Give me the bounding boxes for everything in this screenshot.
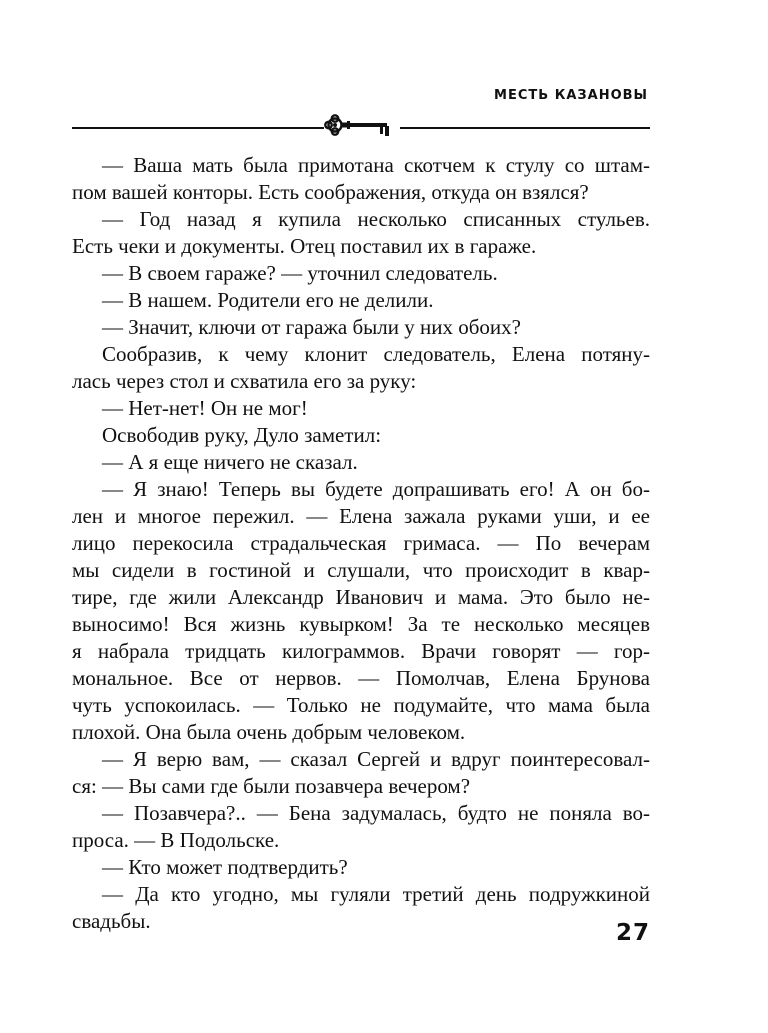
text-line: мональное. Все от нервов. — Помолчав, Елена Брунова <box>72 666 650 690</box>
text-line: мы сидели в гостиной и слушали, что происходит в квар- <box>72 558 650 582</box>
text-line: выносимо! Вся жизнь кувырком! За те несколько месяцев <box>72 612 650 636</box>
text-line: чуть успокоилась. — Только не подумайте, что мама была <box>72 693 650 717</box>
paragraph <box>72 800 650 854</box>
text-line: — В своем гараже? — уточнил следователь. <box>102 261 498 285</box>
paragraph <box>72 746 650 800</box>
text-line: — Значит, ключи от гаража были у них обоих? <box>102 315 521 339</box>
text-line: — В нашем. Родители его не делили. <box>102 288 434 312</box>
text-line: — А я еще ничего не сказал. <box>102 450 358 474</box>
text-line: лась через стол и схватила его за руку: <box>72 369 417 393</box>
text-line: проса. — В Подольске. <box>72 828 280 852</box>
text-line: пом вашей конторы. Есть соображения, откуда он взялся? <box>72 180 589 204</box>
text-line: лицо перекосила страдальческая гримаса. — По вечерам <box>72 531 650 555</box>
text-line: — Нет-нет! Он не мог! <box>102 396 308 420</box>
key-icon <box>324 112 400 138</box>
paragraph <box>72 476 650 746</box>
text-line: — Позавчера?.. — Бена задумалась, будто не поняла во- <box>102 801 650 825</box>
paragraph <box>72 260 650 287</box>
paragraph <box>72 287 650 314</box>
text-line: — Год назад я купила несколько списанных стульев. <box>102 207 650 231</box>
text-line: — Ваша мать была примотана скотчем к стулу со штам- <box>102 153 650 177</box>
paragraph <box>72 395 650 422</box>
text-line: Освободив руку, Дуло заметил: <box>102 423 382 447</box>
paragraph <box>72 206 650 260</box>
paragraph <box>72 881 650 935</box>
text-line: я набрала тридцать килограммов. Врачи говорят — гор- <box>72 639 650 663</box>
paragraph <box>72 449 650 476</box>
text-line: — Я знаю! Теперь вы будете допрашивать его! А он бо- <box>102 477 650 501</box>
text-line: свадьбы. <box>72 909 151 933</box>
text-line: Сообразив, к чему клонит следователь, Елена потяну- <box>102 342 650 366</box>
paragraph <box>72 152 650 206</box>
paragraph <box>72 422 650 449</box>
text-line: — Я верю вам, — сказал Сергей и вдруг поинтересовал- <box>102 747 650 771</box>
body-text <box>72 152 650 935</box>
paragraph <box>72 314 650 341</box>
text-line: — Кто может подтвердить? <box>102 855 348 879</box>
text-line: плохой. Она была очень добрым человеком. <box>72 720 466 744</box>
text-line: тире, где жили Александр Иванович и мама. Это было не- <box>72 585 650 609</box>
text-line: лен и многое пережил. — Елена зажала руками уши, и ее <box>72 504 650 528</box>
text-line: Есть чеки и документы. Отец поставил их в гараже. <box>72 234 537 258</box>
running-head: МЕСТЬ КАЗАНОВЫ <box>494 88 648 103</box>
text-line: ся: — Вы сами где были позавчера вечером? <box>72 774 471 798</box>
paragraph <box>72 341 650 395</box>
page-number: 27 <box>615 920 650 946</box>
text-line: — Да кто угодно, мы гуляли третий день подружкиной <box>102 882 650 906</box>
paragraph <box>72 854 650 881</box>
header-rule <box>72 120 650 138</box>
